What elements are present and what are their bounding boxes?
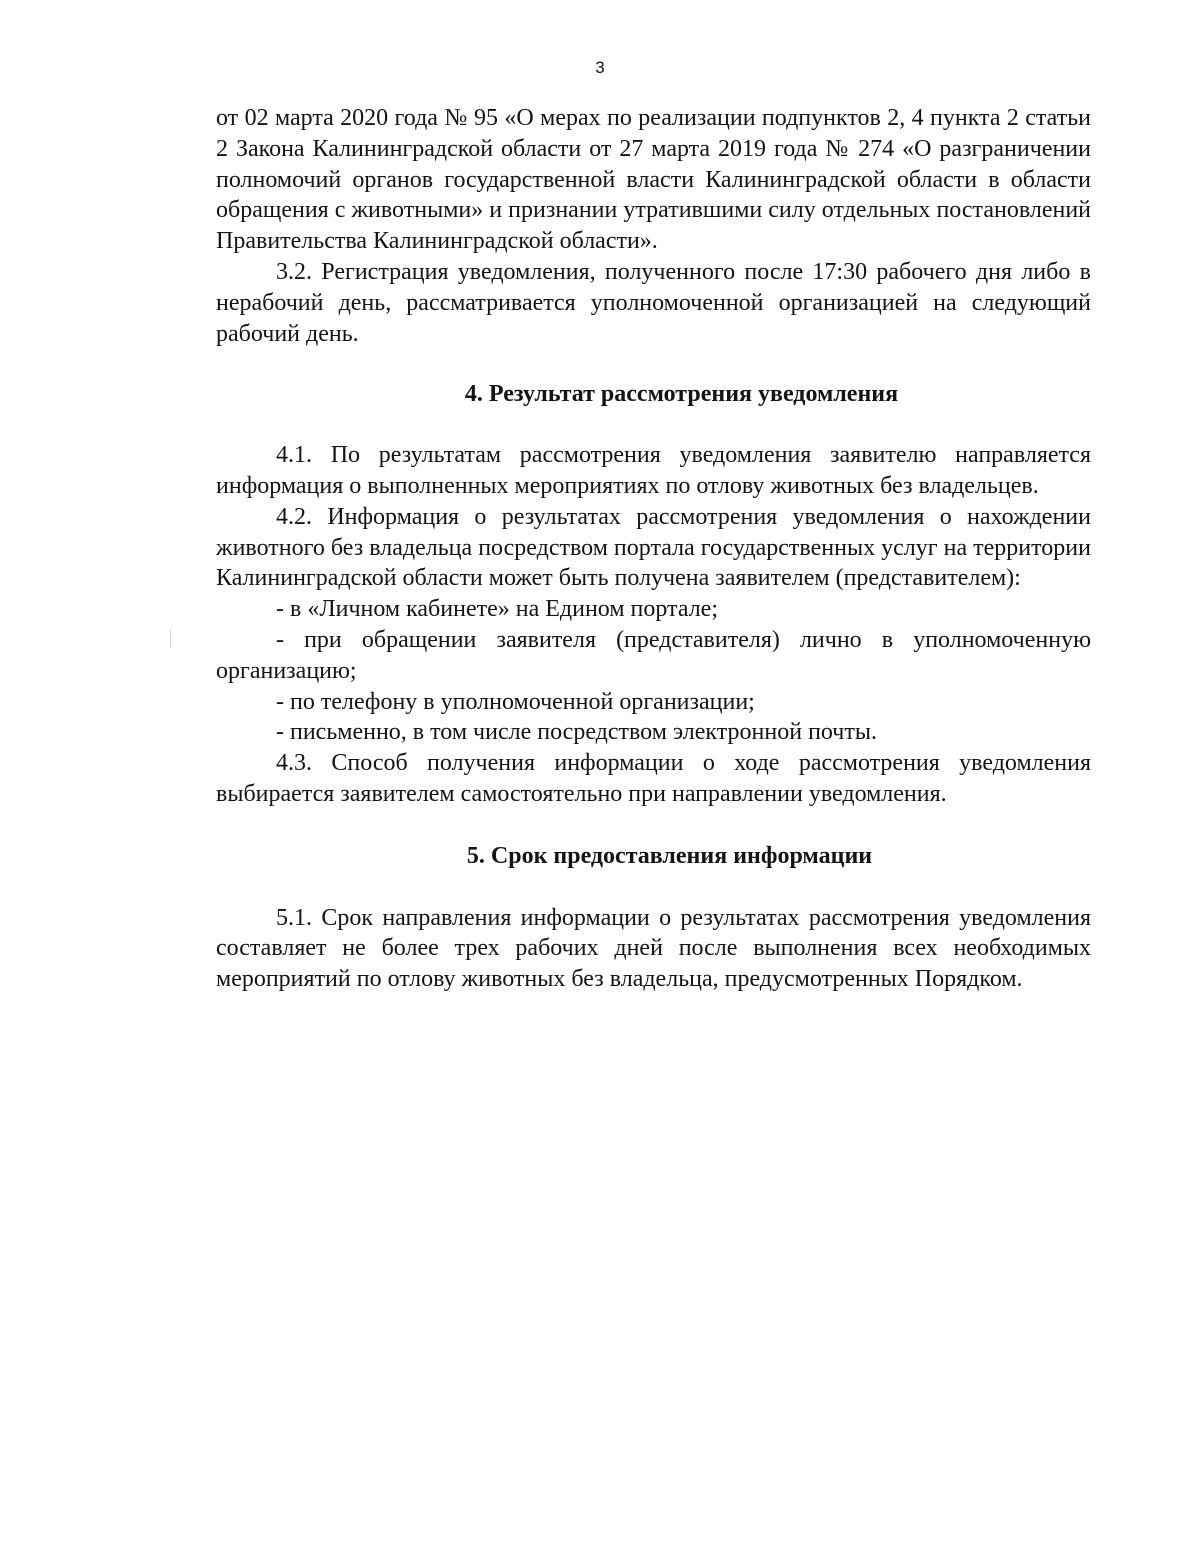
paragraph-4-2: 4.2. Информация о результатах рассмотрения уведомления о нахождении животного без владельца посредством портала государственных услуг на территории Калининградской области может быть получена заявителем (представителем): [216, 503, 1091, 592]
section-4-heading: 4. Результат рассмотрения уведомления [464, 381, 899, 408]
list-item: - при обращении заявителя (представителя) лично в уполномоченную организацию; [216, 626, 1091, 684]
list-item: - по телефону в уполномоченной организации; [276, 688, 755, 715]
document-body [216, 103, 1091, 995]
scan-margin-mark [170, 630, 171, 648]
paragraph-4-3: 4.3. Способ получения информации о ходе рассмотрения уведомления выбирается заявителем самостоятельно при направлении уведомления. [216, 750, 1091, 807]
continuation-paragraph: от 02 марта 2020 года № 95 «О мерах по реализации подпунктов 2, 4 пункта 2 статьи 2 Закона Калининградской области от 27 марта 2019 года № 274 «О разграничении полномочий органов государственной власти Калининградской области в области обращения с животными» и признании утратившими силу отдельных постановлений Правительства Калининградской области». [216, 105, 1091, 255]
section-5-heading: 5. Срок предоставления информации [466, 842, 873, 869]
paragraph-5-1: 5.1. Срок направления информации о результатах рассмотрения уведомления составляет не более трех рабочих дней после выполнения всех необходимых мероприятий по отлову животных без владельца, предусмотренных Порядком. [216, 904, 1091, 993]
paragraph-4-1: 4.1. По результатам рассмотрения уведомления заявителю направляется информация о выполненных мероприятиях по отлову животных без владельцев. [216, 442, 1091, 499]
page-number: 3 [595, 58, 605, 77]
list-item: - письменно, в том числе посредством электронной почты. [276, 719, 877, 746]
list-item: - в «Личном кабинете» на Едином портале; [276, 596, 718, 623]
paragraph-3-2: 3.2. Регистрация уведомления, полученного после 17:30 рабочего дня либо в нерабочий день, рассматривается уполномоченной организацией на следующий рабочий день. [216, 258, 1091, 347]
